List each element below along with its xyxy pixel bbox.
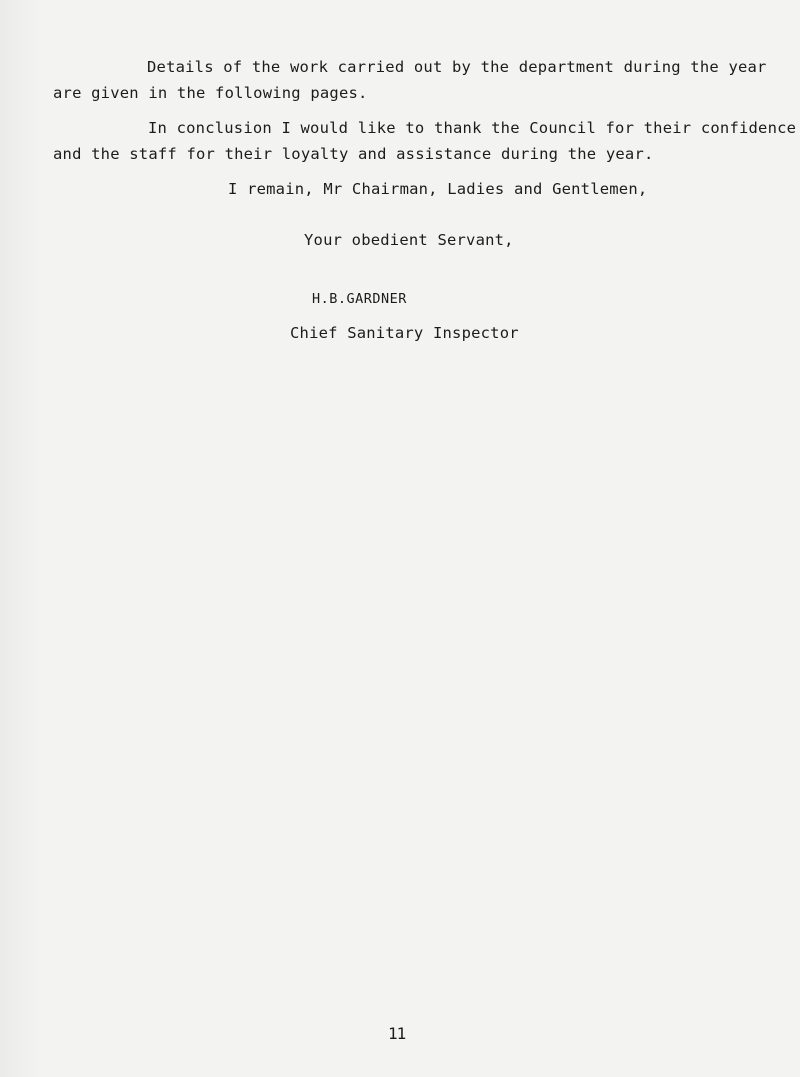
signatory-name: H.B.GARDNER: [312, 291, 407, 307]
page-number: 11: [388, 1024, 406, 1043]
paragraph-1-line-1: Details of the work carried out by the department during the year: [147, 58, 767, 76]
closing-line: I remain, Mr Chairman, Ladies and Gentlemen,: [228, 180, 648, 198]
paragraph-2-line-2: and the staff for their loyalty and assistance during the year.: [53, 145, 654, 163]
paragraph-1-line-2: are given in the following pages.: [53, 84, 368, 102]
paragraph-2-line-1: In conclusion I would like to thank the Council for their confidence: [148, 119, 797, 137]
signatory-title: Chief Sanitary Inspector: [290, 324, 519, 342]
valediction: Your obedient Servant,: [304, 231, 514, 249]
